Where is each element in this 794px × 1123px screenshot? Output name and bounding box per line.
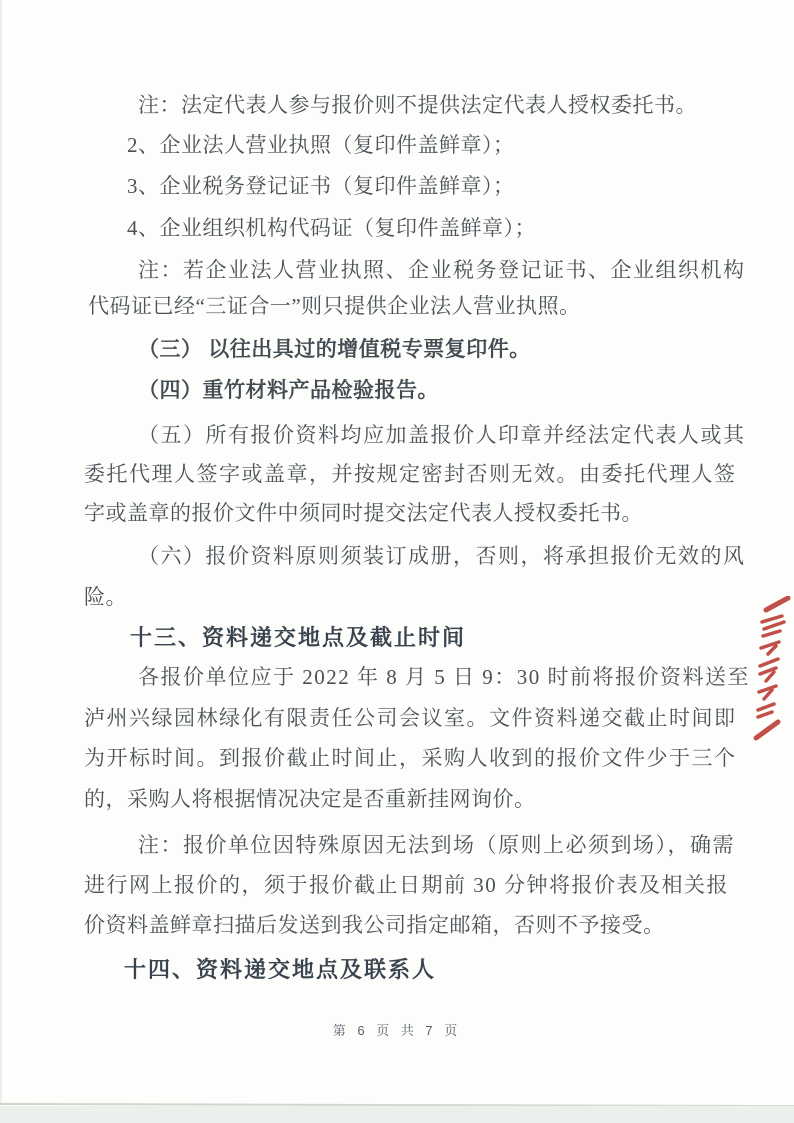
list-item-tax-certificate: 3、企业税务登记证书（复印件盖鲜章）；: [127, 174, 515, 198]
item-5-line2: 委托代理人签字或盖章，并按规定密封否则无效。由委托代理人签: [84, 462, 737, 486]
item-4-inspection-report: （四）重竹材料产品检验报告。: [138, 378, 439, 402]
item-5-line3: 字或盖章的报价文件中须同时提交法定代表人授权委托书。: [84, 501, 643, 525]
deadline-para-line1: 各报价单位应于 2022 年 8 月 5 日 9：30 时前将报价资料送至: [138, 665, 750, 689]
deadline-para-line4: 的，采购人将根据情况决定是否重新挂网询价。: [84, 787, 536, 811]
item-5-line1: （五）所有报价资料均应加盖报价人印章并经法定代表人或其: [138, 423, 746, 447]
deadline-para-line2: 泸州兴绿园林绿化有限责任公司会议室。文件资料递交截止时间即: [84, 706, 737, 730]
item-6-line1: （六）报价资料原则须装订成册，否则，将承担报价无效的风: [138, 544, 746, 568]
item-6-line2: 险。: [84, 585, 127, 609]
section-heading-14: 十四、资料递交地点及联系人: [124, 957, 437, 982]
deadline-para-line3: 为开标时间。到报价截止时间止，采购人收到的报价文件少于三个: [84, 746, 737, 770]
red-seal-fragment-icon: [752, 596, 794, 742]
page-number-footer: 第 6 页 共 7 页: [332, 1023, 462, 1038]
online-quote-note-line2: 进行网上报价的，须于报价截止日期前 30 分钟将报价表及相关报: [84, 873, 729, 897]
online-quote-note-line1: 注：报价单位因特殊原因无法到场（原则上必须到场），确需: [138, 833, 735, 857]
list-item-org-code: 4、企业组织机构代码证（复印件盖鲜章）；: [127, 216, 536, 240]
scan-left-edge: [0, 0, 2, 1123]
note-three-in-one-line1: 注：若企业法人营业执照、企业税务登记证书、企业组织机构: [138, 258, 746, 282]
note-legal-representative: 注：法定代表人参与报价则不提供法定代表人授权委托书。: [138, 93, 697, 117]
scan-bottom-band: [0, 1106, 794, 1123]
list-item-business-license: 2、企业法人营业执照（复印件盖鲜章）；: [127, 133, 515, 157]
note-three-in-one-line2: 代码证已经“三证合一”则只提供企业法人营业执照。: [88, 294, 581, 318]
online-quote-note-line3: 价资料盖鲜章扫描后发送到我公司指定邮箱，否则不予接受。: [84, 913, 665, 937]
item-3-vat-invoice: （三） 以往出具过的增值税专票复印件。: [138, 337, 531, 361]
section-heading-13: 十三、资料递交地点及截止时间: [130, 625, 467, 650]
